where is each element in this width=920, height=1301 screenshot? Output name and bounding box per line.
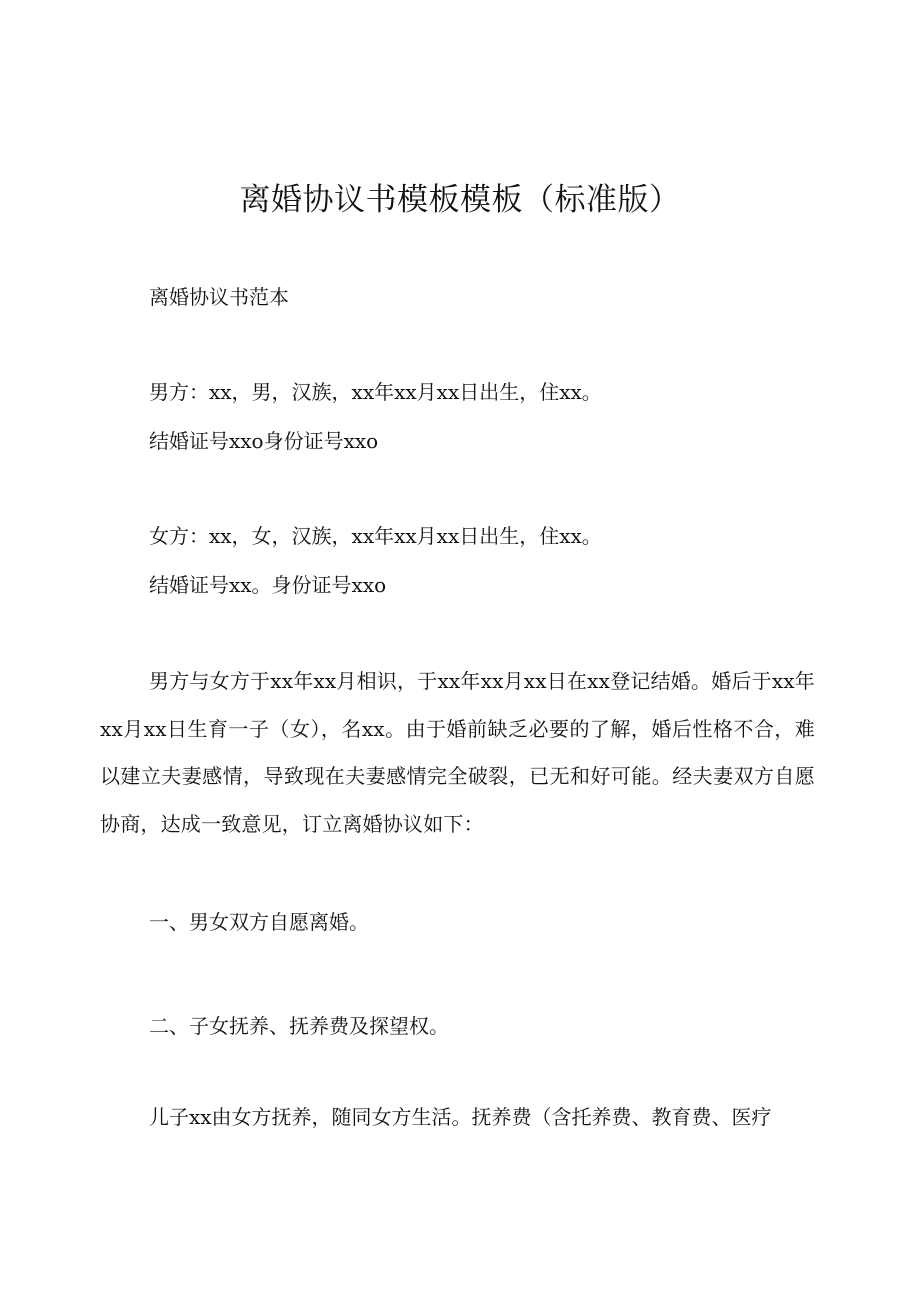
female-certificate-info: 结婚证号xx。身份证号xxo <box>149 573 387 597</box>
female-party-info: 女方：xx，女，汉族，xx年xx月xx日出生，住xx。 <box>149 524 602 548</box>
clause-two-text: 儿子xx由女方抚养，随同女方生活。抚养费（含托养费、教育费、医疗 <box>149 1105 772 1129</box>
document-subtitle: 离婚协议书范本 <box>149 285 289 309</box>
male-party-info: 男方：xx，男，汉族，xx年xx月xx日出生，住xx。 <box>149 380 602 404</box>
document-title: 离婚协议书模板模板（标准版） <box>239 182 681 218</box>
intro-paragraph: 男方与女方于xx年xx月相识，于xx年xx月xx日在xx登记结婚。婚后于xx年xx月xx日生育一子（女），名xx。由于婚前缺乏必要的了解，婚后性格不合，难以建立夫妻感情，导致现在夫妻感情完全破裂，已无和好可能。经夫妻双方自愿协商，达成一致意见，订立离婚协议如下： <box>100 669 815 836</box>
male-certificate-info: 结婚证号xxo身份证号xxo <box>149 429 379 453</box>
clause-one: 一、男女双方自愿离婚。 <box>149 910 369 934</box>
clause-two-heading: 二、子女抚养、抚养费及探望权。 <box>149 1014 449 1038</box>
